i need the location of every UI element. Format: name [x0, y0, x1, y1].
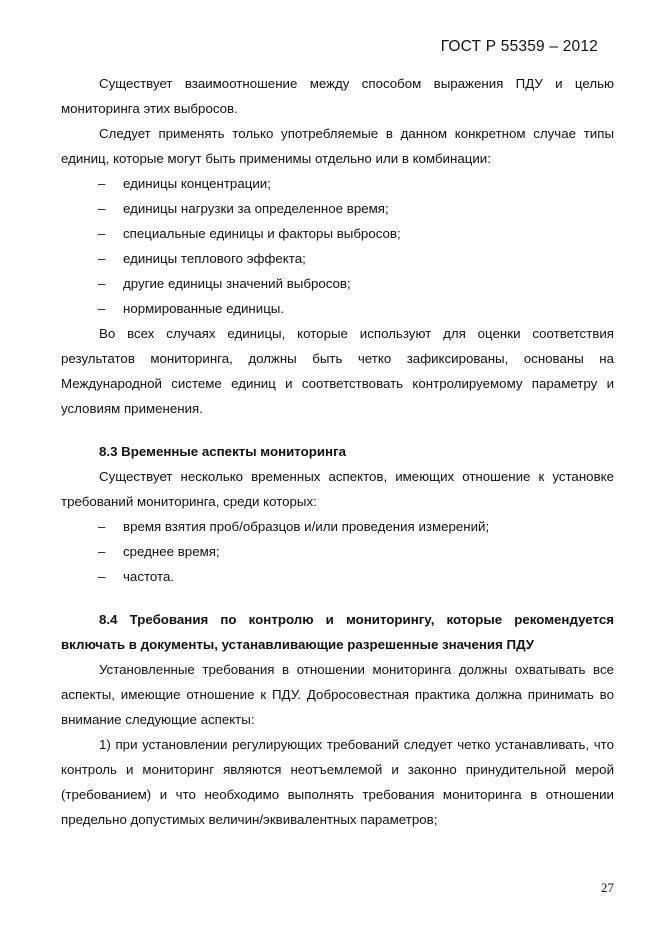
list-item: – специальные единицы и факторы выбросов; [61, 221, 614, 246]
list-item: – единицы концентрации; [61, 171, 614, 196]
list-item: – частота. [61, 564, 614, 589]
paragraph-time-aspects: Существует несколько временных аспектов, имеющих отношение к установке требований мониторинга, среди которых: [61, 469, 614, 509]
list-dash: – [98, 176, 106, 191]
paragraph-unit-types: Следует применять только употребляемые в данном конкретном случае типы единиц, которые могут быть применимы отдельно или в комбинации: [61, 126, 614, 166]
numbered-item-1 [61, 732, 614, 832]
list-dash: – [98, 226, 106, 241]
list-dash: – [98, 301, 106, 316]
list-dash: – [98, 519, 106, 534]
list-dash: – [98, 201, 106, 216]
document-standard-id: ГОСТ Р 55359 – 2012 [440, 38, 598, 55]
item-text: при установлении регулирующих требований следует четко устанавливать, что контроль и мониторинг являются неотъемлемой и законно принудительной мерой (требованием) и что необходимо выполнять требования мониторинга в отношении предельно допустимых величин/эквивалентных параметров; [61, 737, 614, 827]
list-item: – единицы теплового эффекта; [61, 246, 614, 271]
paragraph-relationship: Существует взаимоотношение между способом выражения ПДУ и целью мониторинга этих выбросов. [61, 76, 614, 116]
list-item: – единицы нагрузки за определенное время; [61, 196, 614, 221]
document-body [61, 71, 614, 832]
list-dash: – [98, 251, 106, 266]
list-dash: – [98, 569, 106, 584]
time-aspects-list [61, 514, 614, 589]
paragraph-units-fixed: Во всех случаях единицы, которые используют для оценки соответствия результатов мониторинга, должны быть четко зафиксированы, основаны на Международной системе единиц и соответствовать контролируемому параметру и условиям применения. [61, 326, 614, 416]
list-item: – другие единицы значений выбросов; [61, 271, 614, 296]
list-item: – нормированные единицы. [61, 296, 614, 321]
item-number: 1) [99, 737, 111, 752]
list-dash: – [98, 544, 106, 559]
page-number: 27 [601, 880, 614, 895]
section-heading-8-4: 8.4 Требования по контролю и мониторингу, которые рекомендуется включать в документы, устанавливающие разрешенные значения ПДУ [61, 612, 614, 652]
list-item: – время взятия проб/образцов и/или проведения измерений; [61, 514, 614, 539]
list-dash: – [98, 276, 106, 291]
list-item: – среднее время; [61, 539, 614, 564]
unit-types-list [61, 171, 614, 321]
section-heading-8-3: 8.3 Временные аспекты мониторинга [99, 444, 347, 459]
paragraph-monitoring-requirements: Установленные требования в отношении мониторинга должны охватывать все аспекты, имеющие отношение к ПДУ. Добросовестная практика должна принимать во внимание следующие аспекты: [61, 662, 614, 727]
